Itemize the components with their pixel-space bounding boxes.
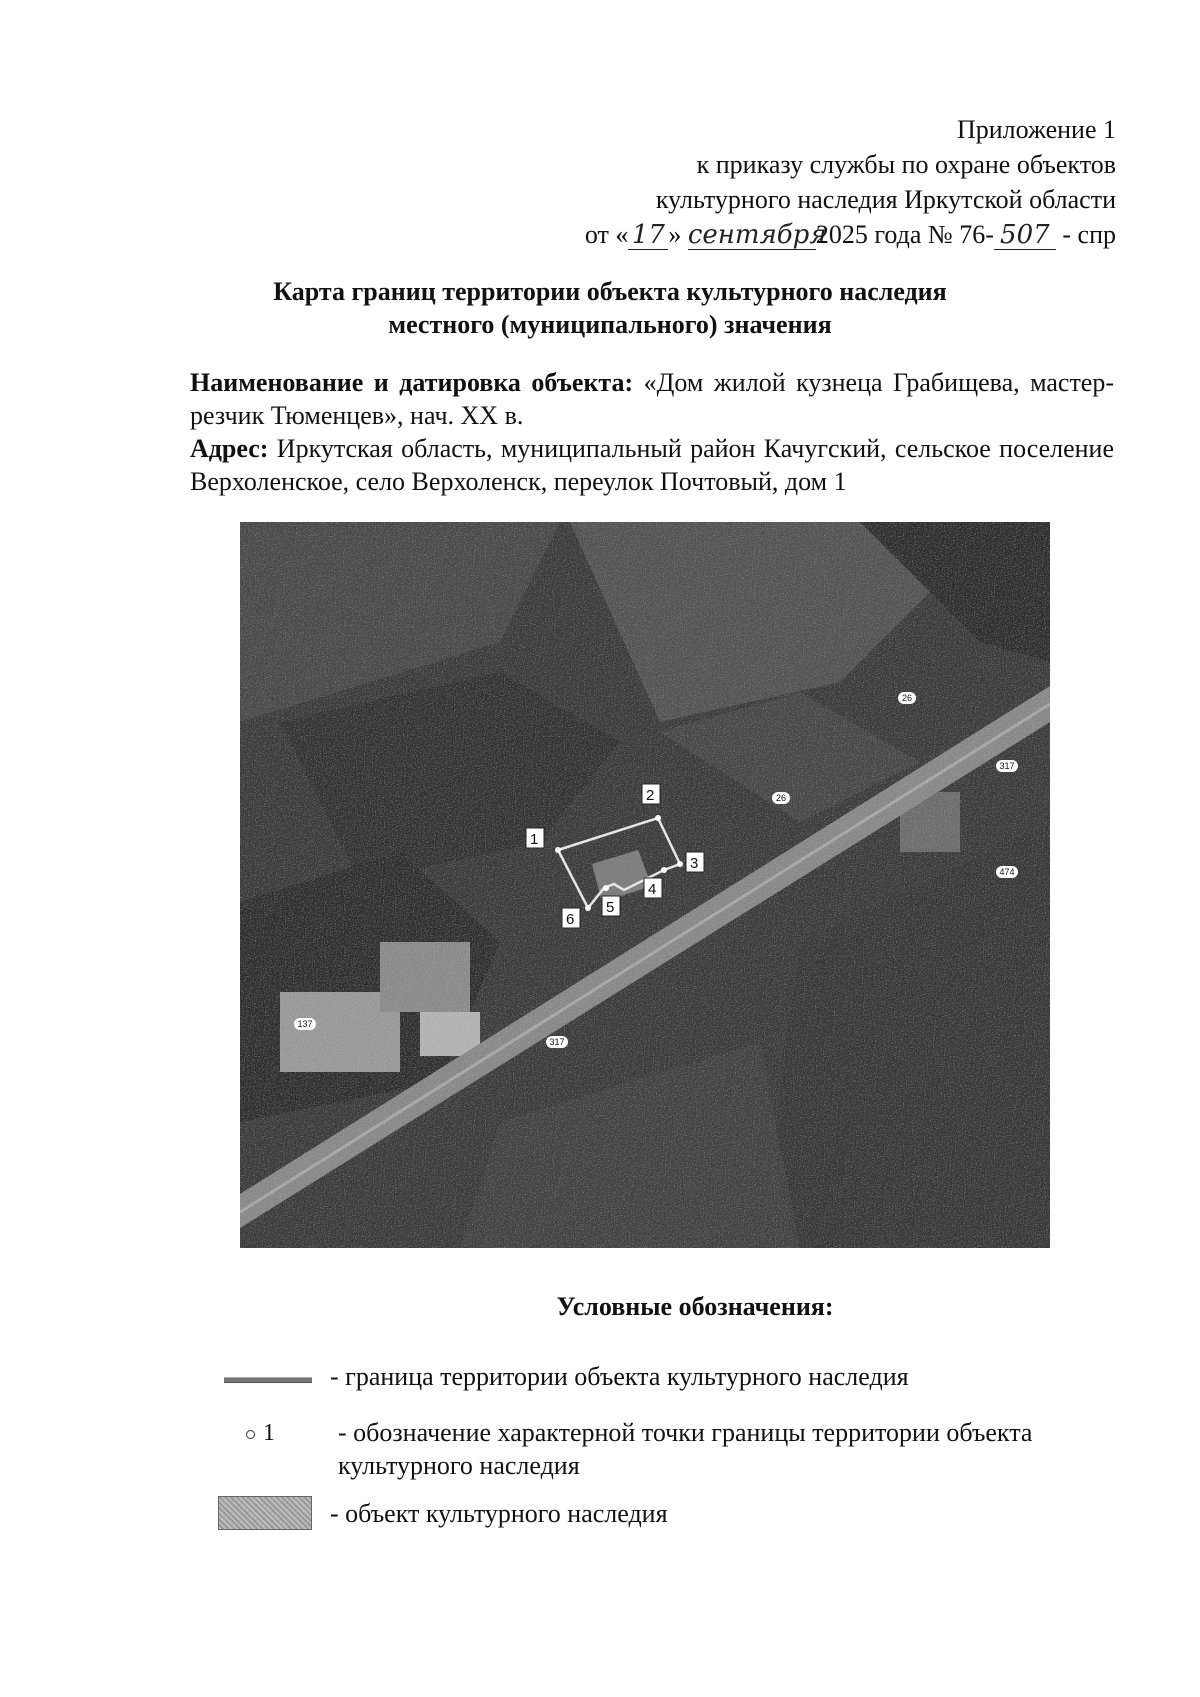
house-number-317-a: 317 (999, 761, 1015, 771)
boundary-point-4 (661, 867, 667, 873)
satellite-map (240, 522, 1050, 1248)
object-info (190, 366, 1114, 498)
boundary-point-2 (655, 815, 661, 821)
title-line-2: местного (муниципального) значения (388, 310, 832, 339)
appendix-line-2: к приказу службы по охране объектов (696, 150, 1116, 179)
boundary-point-6 (585, 905, 591, 911)
point-label-4: 4 (648, 881, 657, 898)
boundary-point-5 (603, 885, 609, 891)
appendix-line-3: культурного наследия Иркутской области (655, 185, 1116, 214)
legend-boundary-symbol (224, 1377, 312, 1383)
document-title (250, 275, 970, 341)
legend-point-text (338, 1416, 1032, 1482)
handwritten-month: сентября (687, 220, 827, 250)
point-label-6: 6 (566, 911, 575, 928)
legend-point-text-line-1: - обозначение характерной точки границы территории объекта (338, 1418, 1033, 1447)
object-name-value: «Дом жилой кузнеца Грабищева, мастер-резчик Тюменцев», нач. XX в. (190, 368, 1114, 430)
object-name-paragraph (190, 366, 1114, 432)
house-number-26-a: 26 (901, 693, 913, 703)
legend-title: Условные обозначения: (556, 1292, 834, 1321)
legend-object-text: - объект культурного наследия (330, 1499, 668, 1528)
title-line-1: Карта границ территории объекта культурного наследия (273, 277, 947, 306)
point-label-1: 1 (530, 831, 539, 848)
handwritten-order-number: 507 (994, 221, 1056, 250)
order-suffix: - спр (1062, 220, 1116, 249)
appendix-header (585, 112, 1116, 252)
legend-point-number: 1 (263, 1420, 275, 1446)
legend-boundary-text: - граница территории объекта культурного наследия (330, 1362, 909, 1391)
map-image (240, 522, 1050, 1248)
appendix-date-line (585, 217, 1116, 252)
object-address-paragraph (190, 432, 1114, 498)
house-number-317-b: 317 (549, 1037, 565, 1047)
object-address-value: Иркутская область, муниципальный район Качугский, сельское поселение Верхоленское, село Верхоленск, переулок Почтовый, дом 1 (190, 434, 1114, 496)
object-name-label: Наименование и датировка объекта: (190, 368, 634, 397)
handwritten-day: 17 (628, 221, 668, 250)
legend-point-symbol (246, 1418, 275, 1448)
object-address-label: Адрес: (190, 434, 269, 463)
house-number-474: 474 (999, 867, 1015, 877)
boundary-point-3 (677, 861, 683, 867)
point-label-3: 3 (690, 855, 699, 872)
year-text: 2025 года № 76- (815, 220, 994, 249)
point-label-2: 2 (646, 787, 655, 804)
point-label-5: 5 (606, 899, 615, 916)
legend-point-text-line-2: культурного наследия (338, 1451, 580, 1480)
legend-point-dot (246, 1430, 255, 1439)
date-prefix: от « (584, 220, 629, 249)
house-number-26-b: 26 (775, 793, 787, 803)
date-mid: » (668, 220, 682, 249)
house-number-137: 137 (297, 1019, 313, 1029)
appendix-line-1: Приложение 1 (956, 115, 1116, 144)
boundary-point-1 (555, 847, 561, 853)
legend-object-symbol (218, 1496, 312, 1530)
